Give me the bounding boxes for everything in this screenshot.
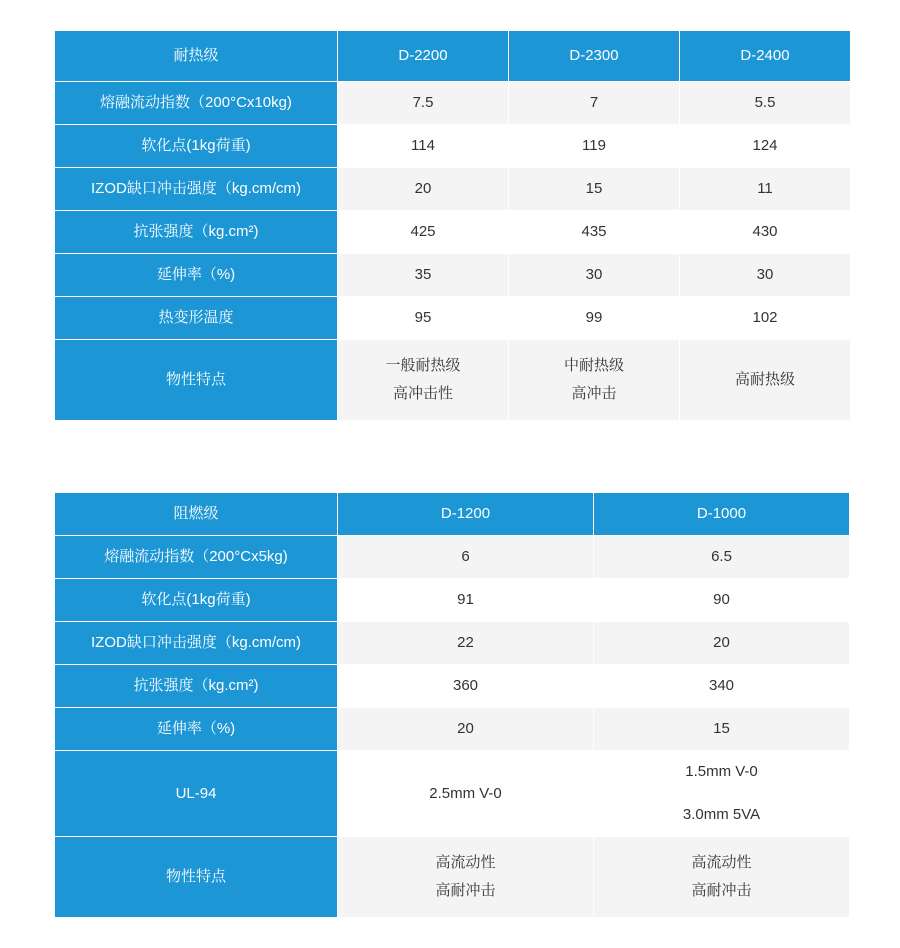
cell-value: 30 <box>680 254 851 297</box>
cell-value: 30 <box>509 254 680 297</box>
cell-value: 425 <box>338 211 509 254</box>
cell-value: 6 <box>338 536 594 579</box>
feature-line: 高流动性 <box>435 854 496 872</box>
row-label-melt-flow-index: 熔融流动指数（200°Cx5kg) <box>55 536 338 579</box>
cell-value: 20 <box>594 622 850 665</box>
cell-value: 435 <box>509 211 680 254</box>
cell-value: 11 <box>680 168 851 211</box>
feature-line: 高耐冲击 <box>435 882 496 899</box>
row-label-heat-deflection-temp: 热变形温度 <box>55 297 338 340</box>
header-category-label: 阻燃级 <box>55 493 338 536</box>
cell-value: 20 <box>338 708 594 751</box>
cell-value: 5.5 <box>680 82 851 125</box>
flame-retardant-table-wrapper <box>54 492 846 918</box>
header-column-d1200: D-1200 <box>338 493 594 536</box>
table-row <box>55 211 851 254</box>
cell-value: 124 <box>680 125 851 168</box>
table-header-row <box>55 31 851 82</box>
heat-resistant-table <box>54 30 851 421</box>
cell-value: 91 <box>338 579 594 622</box>
table-row <box>55 579 850 622</box>
flame-retardant-table <box>54 492 850 918</box>
feature-line: 一般耐热级 <box>385 357 461 375</box>
header-column-d2200: D-2200 <box>338 31 509 82</box>
cell-value: 114 <box>338 125 509 168</box>
table-row-features <box>55 340 851 421</box>
feature-line: 高流动性 <box>691 854 752 872</box>
table-row <box>55 125 851 168</box>
header-column-d1000: D-1000 <box>594 493 850 536</box>
row-label-softening-point: 软化点(1kg荷重) <box>55 579 338 622</box>
cell-value: 7.5 <box>338 82 509 125</box>
row-label-material-features: 物性特点 <box>55 837 338 918</box>
row-label-tensile-strength: 抗张强度（kg.cm²) <box>55 665 338 708</box>
table-row <box>55 665 850 708</box>
cell-value: 15 <box>594 708 850 751</box>
cell-value: 102 <box>680 297 851 340</box>
feature-line: 高耐冲击 <box>691 882 752 899</box>
cell-value: 35 <box>338 254 509 297</box>
table-row-features <box>55 837 850 918</box>
row-label-melt-flow-index: 熔融流动指数（200°Cx10kg) <box>55 82 338 125</box>
cell-ul94-d1000-line2: 3.0mm 5VA <box>594 794 850 837</box>
cell-value: 430 <box>680 211 851 254</box>
cell-value: 90 <box>594 579 850 622</box>
row-label-softening-point: 软化点(1kg荷重) <box>55 125 338 168</box>
cell-value: 119 <box>509 125 680 168</box>
cell-features <box>338 340 509 421</box>
cell-value: 360 <box>338 665 594 708</box>
feature-line: 中耐热级 <box>563 357 624 375</box>
table-row <box>55 82 851 125</box>
cell-value: 15 <box>509 168 680 211</box>
table-row <box>55 297 851 340</box>
header-category-label: 耐热级 <box>55 31 338 82</box>
row-label-material-features: 物性特点 <box>55 340 338 421</box>
cell-value: 7 <box>509 82 680 125</box>
row-label-izod-impact-strength: IZOD缺口冲击强度（kg.cm/cm) <box>55 168 338 211</box>
row-label-ul94: UL-94 <box>55 751 338 837</box>
cell-features <box>509 340 680 421</box>
row-label-elongation: 延伸率（%) <box>55 708 338 751</box>
cell-value: 22 <box>338 622 594 665</box>
table-row <box>55 254 851 297</box>
cell-features <box>680 340 851 421</box>
row-label-tensile-strength: 抗张强度（kg.cm²) <box>55 211 338 254</box>
heat-resistant-table-wrapper <box>54 30 846 421</box>
cell-value: 20 <box>338 168 509 211</box>
table-row <box>55 168 851 211</box>
cell-features <box>594 837 850 918</box>
row-label-elongation: 延伸率（%) <box>55 254 338 297</box>
feature-line: 高耐热级 <box>734 371 795 389</box>
cell-value: 340 <box>594 665 850 708</box>
table-row <box>55 708 850 751</box>
table-row <box>55 536 850 579</box>
row-label-izod-impact-strength: IZOD缺口冲击强度（kg.cm/cm) <box>55 622 338 665</box>
cell-ul94-d1000-line1: 1.5mm V-0 <box>594 751 850 794</box>
feature-line: 高冲击性 <box>392 385 453 402</box>
feature-line: 高冲击 <box>571 385 617 402</box>
cell-value: 95 <box>338 297 509 340</box>
cell-ul94-d1200: 2.5mm V-0 <box>338 751 594 837</box>
cell-value: 99 <box>509 297 680 340</box>
table-row <box>55 622 850 665</box>
table-header-row <box>55 493 850 536</box>
table-row-ul94-first <box>55 751 850 794</box>
header-column-d2400: D-2400 <box>680 31 851 82</box>
cell-value: 6.5 <box>594 536 850 579</box>
header-column-d2300: D-2300 <box>509 31 680 82</box>
cell-features <box>338 837 594 918</box>
